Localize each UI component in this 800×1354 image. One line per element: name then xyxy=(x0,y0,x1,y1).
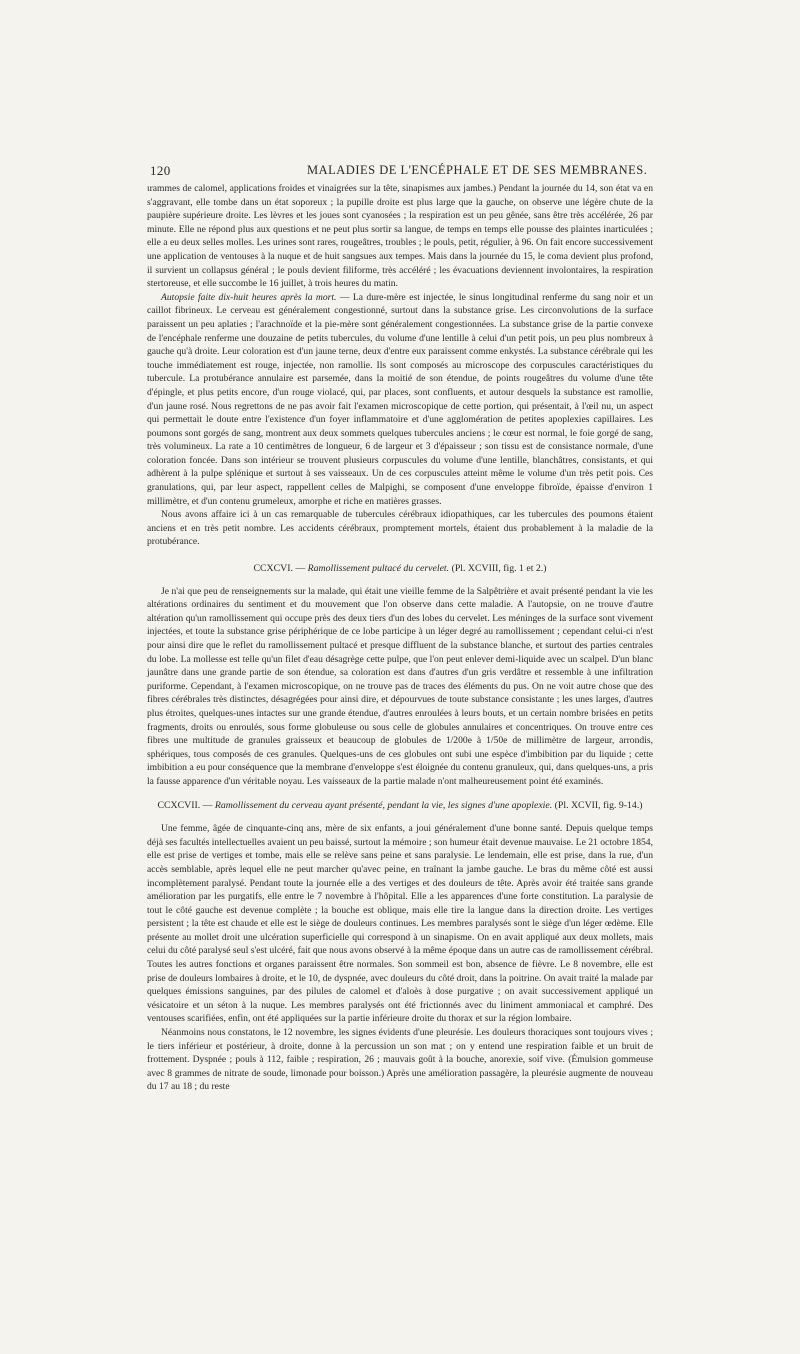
running-title: MALADIES DE L'ENCÉPHALE ET DE SES MEMBRANES. xyxy=(307,163,648,177)
paragraph: Je n'ai que peu de renseignements sur la malade, qui était une vieille femme de la Salpêtrière et avait présenté pendant la vie les altérations ordinaires du sentiment et du mouvement que l'on observe dans cette maladie. A l'autopsie, on ne trouve d'autre altération qu'un ramollissement qui occupe près des deux tiers d'un des lobes du cervelet. Les méninges de la surface sont vivement injectées, et toute la substance grise périphérique de ce lobe participe à un léger degré au ramollissement ; cependant celui-ci n'est pour ainsi dire que le reflet du ramollissement pultacé et presque diffluent de la substance blanche, et surtout des parties centrales du lobe. La mollesse est telle qu'un filet d'eau désagrège cette pulpe, que l'on peut enlever demi-liquide avec un scalpel. D'un blanc jaunâtre dans une grande partie de son étendue, sa coloration est dans d'autres d'un gris verdâtre et ressemble à une infiltration puriforme. Cependant, à l'examen microscopique, on ne trouve pas de traces des éléments du pus. On ne voit autre chose que des fibres cérébrales très distinctes, désagrégées pour ainsi dire, et dépourvues de toute substance consistante ; les unes larges, d'autres plus étroites, quelques-unes intactes sur une grande étendue, d'autres enroulées à leurs bouts, et un certain nombre brisées en petits fragments, droits ou enroulés, sous forme globuleuse ou sous celle de globules annulaires et concentriques. On trouve entre ces fibres une multitude de granules graisseux et beaucoup de globules de 1/200e à 1/50e de millimètre de largeur, arrondis, sphériques, tous composés de ces granules. Quelques-uns de ces globules ont subi une espèce d'imbibition par du liquide ; cette imbibition a eu pour conséquence que la membrane d'enveloppe s'est éloignée du contenu granuleux, qui, dans quelques-uns, a pris la fausse apparence d'un véritable noyau. Les vaisseaux de la partie malade n'ont malheureusement point été examinés. xyxy=(147,585,653,787)
autopsy-lead: Autopsie faite dix-huit heures après la mort. xyxy=(161,291,337,303)
page-body xyxy=(147,182,653,1094)
observation-number: CCXCVII. xyxy=(157,799,201,811)
running-header xyxy=(150,163,648,181)
observation-number: CCXCVI. xyxy=(253,563,293,575)
paragraph: Une femme, âgée de cinquante-cinq ans, mère de six enfants, a joui généralement d'une bonne santé. Depuis quelque temps déjà ses facultés intellectuelles avaient un peu baissé, surtout la mémoire ; son humeur était devenue mauvaise. Le 21 octobre 1854, elle est prise de vertiges et tombe, mais elle se relève sans peine et sans paralysie. Le lendemain, elle est prise, dans la rue, d'un accès semblable, après lequel elle ne peut marcher qu'avec peine, en traînant la jambe gauche. Le bras du même côté est aussi incomplètement paralysé. Pendant toute la journée elle a des vertiges et des douleurs de tête. Après avoir été traitée sans grande amélioration par les purgatifs, elle entre le 7 novembre à l'hôpital. Elle a les apparences d'une forte constitution. La paralysie de tout le côté gauche est devenue complète ; la bouche est oblique, mais elle tire la langue dans la direction droite. Les vertiges persistent ; la tête est chaude et elle est le siège de douleurs continues. Les membres paralysés sont le siège d'un léger œdème. Elle présente au mollet droit une ulcération superficielle qui correspond à un sinapisme. On en avait appliqué aux deux mollets, mais celui du côté paralysé seul s'est ulcéré, fait que nous avons observé à la même époque dans un autre cas de ramollissement cérébral. Toutes les autres fonctions et organes paraissent être normales. Son sommeil est bon, absence de fièvre. Le 8 novembre, elle est prise de douleurs lombaires à droite, et le 10, de dyspnée, avec douleurs du côté droit, dans la poitrine. On avait traité la malade par quelques émissions sanguines, par des pilules de calomel et d'aloès à dose purgative ; on avait successivement appliqué un vésicatoire et un séton à la nuque. Les membres paralysés ont été frictionnés avec du liniment ammoniacal et camphré. Des ventouses scarifiées, enfin, ont été appliquées sur la partie inférieure droite du thorax et sur la région lombaire. xyxy=(147,823,653,1025)
paragraph-autopsy xyxy=(147,291,653,509)
observation-heading: CCXCVII. — Ramollissement du cerveau ayant présenté, pendant la vie, les signes d'une apoplexie. (Pl. XCVII, fig. 9-14.) xyxy=(157,799,643,811)
observation-title: Ramollissement pultacé du cervelet. xyxy=(307,563,450,575)
observation-title: Ramollissement du cerveau ayant présenté, pendant la vie, les signes d'une apoplexie. xyxy=(214,799,553,811)
paragraph: ɩrammes de calomel, applications froides et vinaigrées sur la tête, sinapismes aux jambes.) Pendant la journée du 14, son état va en s'aggravant, elle tombe dans un état soporeux ; la pupille droite est plus large que la gauche, on observe une légère chute de la paupière supérieure droite. Les lèvres et les joues sont cyanosées ; la respiration est un peu gênée, sans être très accélérée, 26 par minute. Elle ne répond plus aux questions et ne peut plus sortir sa langue, de temps en temps elle pousse des plaintes inarticulées ; elle a eu deux selles molles. Les urines sont rares, rougeâtres, troubles ; le pouls, petit, régulier, à 96. On fait encore successivement une application de ventouses à la nuque et de huit sangsues aux tempes. Mais dans la journée du 15, le coma devient plus profond, il survient un collapsus général ; le pouls devient filiforme, très accéléré ; les évacuations deviennent involontaires, la respiration stertoreuse, et elle succombe le 16 juillet, à trois heures du matin. xyxy=(147,183,653,290)
autopsy-text: — La dure-mère est injectée, le sinus longitudinal renferme du sang noir et un caillot fibrineux. Le cerveau est généralement congestionné, surtout dans la substance grise. Les circonvolutions de la surface paraissent un peu aplaties ; l'arachnoïde et la pie-mère sont généralement congestionnées. La substance grise de la partie convexe de l'encéphale renferme une douzaine de petits tubercules, du volume d'une lentille à celui d'un petit pois, un peu plus nombreux à gauche qu'à droite. Leur coloration est d'un jaune terne, deux d'entre eux paraissent comme enkystés. La substance cérébrale qui les touche immédiatement est rouge, injectée, non ramollie. Ils sont composés au microscope des corpuscules caractéristiques du tubercule. La protubérance annulaire est parsemée, dans la moitié de son étendue, de points rougeâtres du volume d'une tête d'épingle, et plus petits encore, d'un rouge violacé, qui, par places, sont confluents, et autour desquels la substance est ramollie, d'un jaune rosé. Nous regrettons de ne pas avoir fait l'examen microscopique de cette portion, qui présentait, à l'œil nu, un aspect qui permettait le doute entre l'existence d'un foyer inflammatoire et d'une agglomération de petites apoplexies capillaires. Les poumons sont gorgés de sang, montrent aux deux sommets quelques tubercules anciens ; le cœur est normal, le foie gorgé de sang, très volumineux. La rate a 10 centimètres de longueur, 6 de largeur et 3 d'épaisseur ; son tissu est de consistance normale, d'une coloration foncée. Dans son intérieur se trouvent plusieurs corpuscules du volume d'une lentille, blanchâtres, consistants, et qui adhèrent à la pulpe splénique et surtout à ses vaisseaux. Un de ces corpuscules atteint même le volume d'un très petit pois. Ces granulations, qui, par leur aspect, rappellent celles de Malpighi, se composent d'une enveloppe fibroïde, épaisse d'environ 1 millimètre, et d'un contenu grumeleux, amorphe et riche en matières grasses. xyxy=(147,291,653,507)
plate-reference: (Pl. XCVII, fig. 9-14.) xyxy=(554,799,643,811)
page-number: 120 xyxy=(150,163,171,178)
paragraph: Néanmoins nous constatons, le 12 novembre, les signes évidents d'une pleurésie. Les douleurs thoraciques sont toujours vives ; le tiers inférieur et postérieur, à droite, donne à la percussion un son mat ; on y entend une respiration faible et un bruit de frottement. Dyspnée ; pouls à 112, faible ; respiration, 26 ; mauvais goût à la bouche, anorexie, soif vive. (Émulsion gommeuse avec 8 grammes de nitrate de soude, limonade pour boisson.) Après une amélioration passagère, la pleurésie augmente de nouveau du 17 au 18 ; du reste xyxy=(147,1027,653,1093)
paragraph: Nous avons affaire ici à un cas remarquable de tubercules cérébraux idiopathiques, car les tubercules des poumons étaient anciens et en très petit nombre. Les accidents cérébraux, promptement mortels, étaient dus probablement à la maladie de la protubérance. xyxy=(147,509,653,548)
plate-reference: (Pl. XCVIII, fig. 1 et 2.) xyxy=(451,563,547,575)
observation-heading: CCXCVI. — Ramollissement pultacé du cervelet. (Pl. XCVIII, fig. 1 et 2.) xyxy=(253,563,547,575)
